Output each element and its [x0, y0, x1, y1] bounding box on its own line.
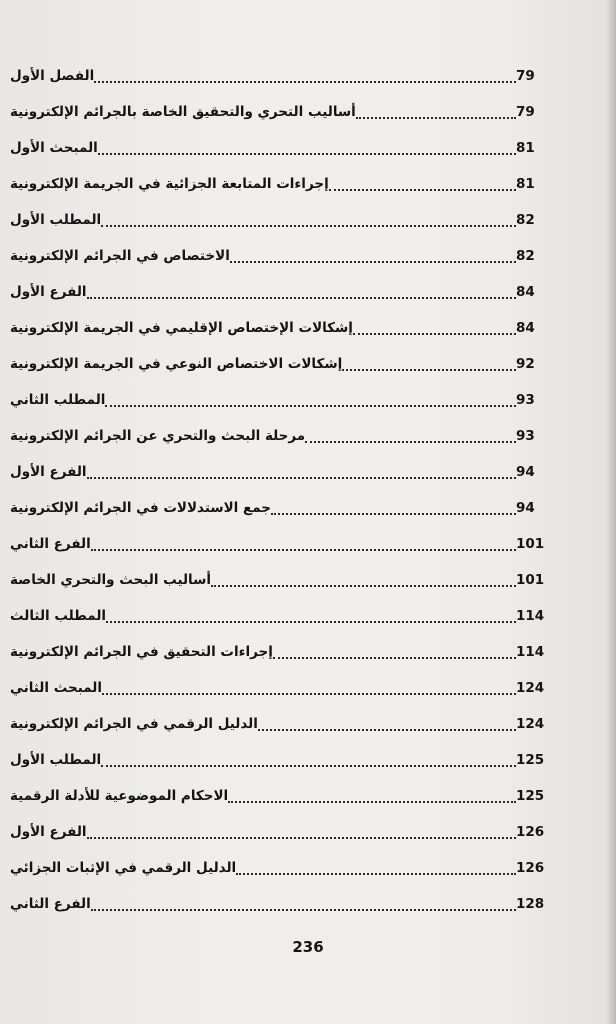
toc-entry [8, 676, 548, 698]
toc-entry-page: 101 [516, 572, 545, 588]
toc-entry-page: 81 [516, 176, 535, 192]
toc-entry-page: 94 [516, 464, 535, 480]
toc-entry-page: 82 [516, 248, 535, 264]
toc-entry-page: 126 [516, 860, 545, 876]
toc-entry [8, 748, 548, 770]
dot-leader [236, 861, 516, 875]
toc-entry [8, 136, 548, 158]
dot-leader [102, 681, 516, 695]
toc-entry-page: 101 [516, 536, 545, 552]
toc-entry-title: جمع الاستدلالات في الجرائم الإلكترونية [10, 500, 272, 516]
toc-entry-page: 79 [516, 68, 535, 84]
toc-entry-page: 124 [516, 716, 545, 732]
dot-leader [258, 717, 516, 731]
dot-leader [87, 825, 516, 839]
toc-entry-page: 114 [516, 608, 545, 624]
toc-entry [8, 820, 548, 842]
dot-leader [329, 177, 516, 191]
toc-entry [8, 532, 548, 554]
toc-entry-page: 93 [516, 428, 535, 444]
toc-entry-page: 79 [516, 104, 535, 120]
dot-leader [356, 105, 516, 119]
toc-entry [8, 64, 548, 86]
dot-leader [98, 141, 516, 155]
dot-leader [105, 393, 516, 407]
dot-leader [353, 321, 516, 335]
toc-entry-title: الفرع الأول [10, 464, 87, 480]
toc-entry-title: إجراءات التحقيق في الجرائم الإلكترونية [10, 644, 273, 660]
toc-entry-title: الدليل الرقمي في الجرائم الإلكترونية [10, 716, 258, 732]
toc-entry [8, 208, 548, 230]
toc-entry [8, 604, 548, 626]
dot-leader [94, 69, 516, 83]
toc-entry-title: الفرع الأول [10, 284, 87, 300]
toc-entry-title: الفرع الثاني [10, 896, 91, 912]
toc-entry-page: 84 [516, 284, 535, 300]
toc-entry [8, 316, 548, 338]
toc-entry-title: الاختصاص في الجرائم الإلكترونية [10, 248, 230, 264]
toc-entry [8, 856, 548, 878]
toc-entry-page: 124 [516, 680, 545, 696]
toc-entry-page: 126 [516, 824, 545, 840]
toc-entry-page: 125 [516, 752, 545, 768]
dot-leader [271, 501, 516, 515]
dot-leader [91, 897, 516, 911]
dot-leader [106, 609, 516, 623]
toc-entry-page: 125 [516, 788, 545, 804]
toc-entry-title: مرحلة البحث والتحري عن الجرائم الإلكترونية [10, 428, 306, 444]
toc-entry [8, 424, 548, 446]
toc-entry [8, 640, 548, 662]
toc-entry-title: المطلب الأول [10, 752, 102, 768]
page-number: 236 [292, 938, 324, 956]
toc-entry [8, 460, 548, 482]
dot-leader [91, 537, 516, 551]
toc-entry [8, 280, 548, 302]
toc-entry [8, 496, 548, 518]
toc-entry-page: 92 [516, 356, 535, 372]
toc-entry [8, 712, 548, 734]
dot-leader [101, 213, 516, 227]
dot-leader [273, 645, 516, 659]
toc-entry-page: 84 [516, 320, 535, 336]
toc-entry-title: إجراءات المتابعة الجزائية في الجريمة الإلكترونية [10, 176, 329, 192]
toc-entry [8, 568, 548, 590]
toc-entry-title: الدليل الرقمي في الإثبات الجزائي [10, 860, 237, 876]
dot-leader [342, 357, 516, 371]
toc-entry-page: 81 [516, 140, 535, 156]
toc-entry-title: إشكالات الإختصاص الإقليمي في الجريمة الإلكترونية [10, 320, 353, 336]
toc-entry-page: 128 [516, 896, 545, 912]
toc-entry-page: 114 [516, 644, 545, 660]
toc-entry-title: المطلب الثالث [10, 608, 107, 624]
toc-entry-title: المبحث الثاني [10, 680, 102, 696]
dot-leader [230, 249, 516, 263]
dot-leader [211, 573, 516, 587]
toc-entry-title: المطلب الثاني [10, 392, 106, 408]
dot-leader [305, 429, 516, 443]
toc-entry [8, 172, 548, 194]
dot-leader [87, 465, 516, 479]
toc-entry-title: المبحث الأول [10, 140, 98, 156]
toc-entry-title: الفرع الثاني [10, 536, 91, 552]
dot-leader [87, 285, 516, 299]
toc-entry-title: الفرع الأول [10, 824, 87, 840]
toc-entry-title: الاحكام الموضوعية للأدلة الرقمية [10, 788, 229, 804]
toc-entry-title: المطلب الأول [10, 212, 102, 228]
toc-entry [8, 244, 548, 266]
toc-entry-page: 94 [516, 500, 535, 516]
dot-leader [101, 753, 516, 767]
dot-leader [228, 789, 516, 803]
toc-entry [8, 388, 548, 410]
toc-entry-page: 93 [516, 392, 535, 408]
toc-entry [8, 784, 548, 806]
toc-entry [8, 352, 548, 374]
toc-entry-title: أساليب البحث والتحري الخاصة [10, 572, 211, 588]
toc-entry-title: إشكالات الاختصاص النوعي في الجريمة الإلكترونية [10, 356, 343, 372]
toc-entry [8, 100, 548, 122]
toc-entry [8, 892, 548, 914]
toc-entry-title: الفصل الأول [10, 68, 95, 84]
toc-entry-page: 82 [516, 212, 535, 228]
toc-entry-title: أساليب التحري والتحقيق الخاصة بالجرائم الإلكترونية [10, 104, 356, 120]
